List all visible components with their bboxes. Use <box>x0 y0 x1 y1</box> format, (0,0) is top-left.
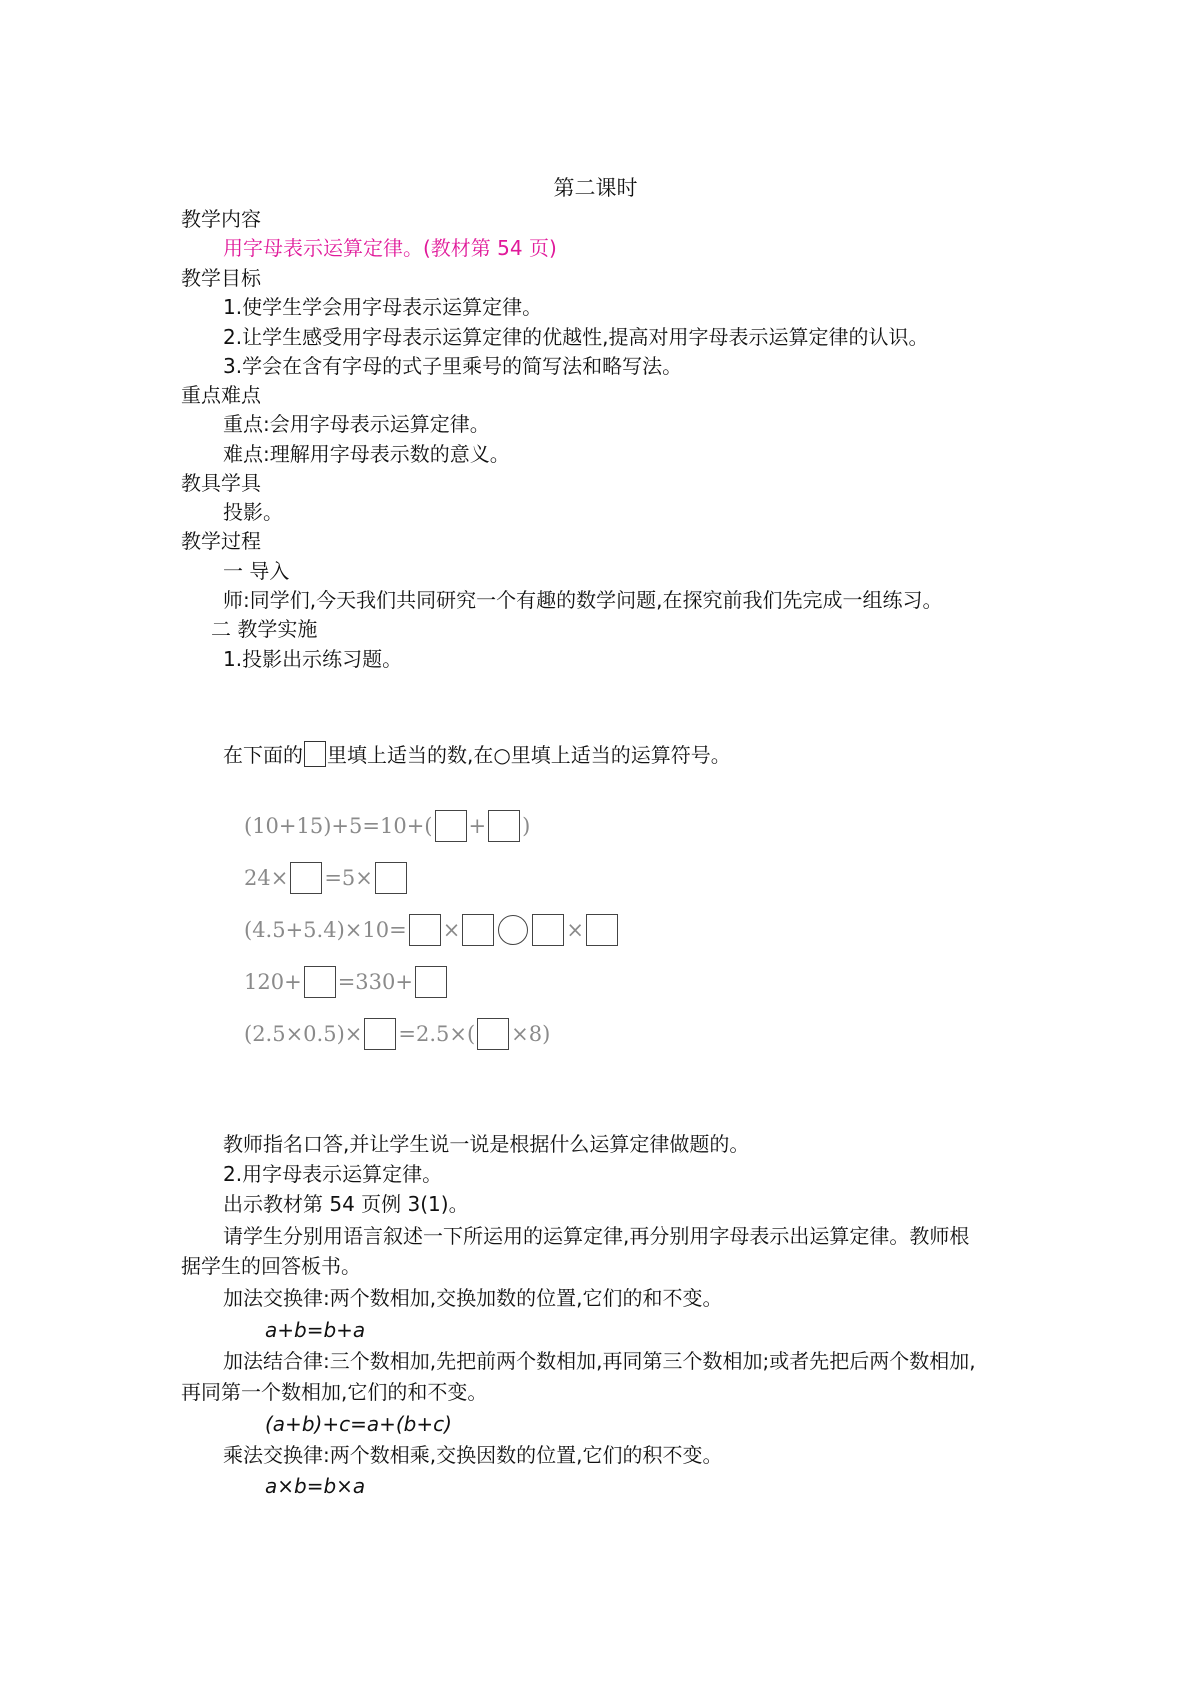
step-title: 二 教学实施 <box>211 617 318 641</box>
law-multiplication-commutative: 乘法交换律:两个数相乘,交换因数的位置,它们的积不变。 <box>223 1443 723 1467</box>
exercise-line-3 <box>244 910 620 946</box>
exercise-text: (2.5×0.5)× <box>244 1021 363 1046</box>
blank-square-icon <box>532 914 564 946</box>
formula: (a+b)+c=a+(b+c) <box>265 1412 452 1436</box>
instruction-line <box>223 741 731 769</box>
law-addition-associative-cont: 再同第一个数相加,它们的和不变。 <box>181 1380 488 1404</box>
heading-content: 教学内容 <box>181 207 261 231</box>
instruction-text: 里填上适当的数,在○里填上适当的运算符号。 <box>327 743 731 767</box>
heading-key-points: 重点难点 <box>181 383 261 407</box>
blank-square-icon <box>304 741 326 767</box>
exercise-text: ×8) <box>511 1021 551 1046</box>
blank-square-icon <box>488 810 520 842</box>
exercise-text: (10+15)+5=10+( <box>244 813 433 838</box>
step-text: 师:同学们,今天我们共同研究一个有趣的数学问题,在探究前我们先完成一组练习。 <box>223 588 943 612</box>
heading-process: 教学过程 <box>181 529 261 553</box>
blank-circle-icon <box>498 915 528 945</box>
exercise-text: =2.5×( <box>398 1021 476 1046</box>
key-point-item: 重点:会用字母表示运算定律。 <box>223 412 490 436</box>
goal-item: 2.让学生感受用字母表示运算定律的优越性,提高对用字母表示运算定律的认识。 <box>223 325 929 349</box>
blank-square-icon <box>462 914 494 946</box>
paragraph: 教师指名口答,并让学生说一说是根据什么运算定律做题的。 <box>223 1132 750 1156</box>
exercise-text: × <box>442 917 461 942</box>
content-text: 用字母表示运算定律。(教材第 54 页) <box>223 236 557 260</box>
exercise-text: (4.5+5.4)×10= <box>244 917 407 942</box>
paragraph: 请学生分别用语言叙述一下所运用的运算定律,再分别用字母表示出运算定律。教师根 <box>223 1224 970 1248</box>
exercise-text: ) <box>522 813 531 838</box>
goal-item: 3.学会在含有字母的式子里乘号的简写法和略写法。 <box>223 354 683 378</box>
key-point-item: 难点:理解用字母表示数的意义。 <box>223 442 510 466</box>
blank-square-icon <box>586 914 618 946</box>
heading-goals: 教学目标 <box>181 266 261 290</box>
page-title: 第二课时 <box>553 176 638 200</box>
step-title: 一 导入 <box>223 559 290 583</box>
blank-square-icon <box>415 966 447 998</box>
blank-square-icon <box>409 914 441 946</box>
goal-item: 1.使学生学会用字母表示运算定律。 <box>223 295 543 319</box>
exercise-line-5 <box>244 1014 550 1050</box>
tools-text: 投影。 <box>223 500 283 524</box>
exercise-text: =330+ <box>337 969 413 994</box>
heading-tools: 教具学具 <box>181 471 261 495</box>
blank-square-icon <box>435 810 467 842</box>
formula: a×b=b×a <box>265 1474 366 1498</box>
exercise-text: 120+ <box>244 969 302 994</box>
exercise-text: × <box>566 917 584 942</box>
exercise-line-4 <box>244 962 449 998</box>
law-addition-associative: 加法结合律:三个数相加,先把前两个数相加,再同第三个数相加;或者先把后两个数相加, <box>223 1349 976 1373</box>
exercise-text: 24× <box>244 865 289 890</box>
exercise-text: + <box>468 813 487 838</box>
blank-square-icon <box>375 862 407 894</box>
step-item: 1.投影出示练习题。 <box>223 647 403 671</box>
paragraph: 2.用字母表示运算定律。 <box>223 1162 443 1186</box>
blank-square-icon <box>477 1018 509 1050</box>
blank-square-icon <box>290 862 322 894</box>
exercise-text: =5× <box>324 865 373 890</box>
instruction-text: 在下面的 <box>223 743 303 767</box>
blank-square-icon <box>304 966 336 998</box>
exercise-line-1 <box>244 806 530 842</box>
exercise-line-2 <box>244 858 409 894</box>
paragraph: 出示教材第 54 页例 3(1)。 <box>223 1192 469 1216</box>
law-addition-commutative: 加法交换律:两个数相加,交换加数的位置,它们的和不变。 <box>223 1286 723 1310</box>
formula: a+b=b+a <box>265 1318 366 1342</box>
paragraph: 据学生的回答板书。 <box>181 1254 361 1278</box>
blank-square-icon <box>364 1018 396 1050</box>
